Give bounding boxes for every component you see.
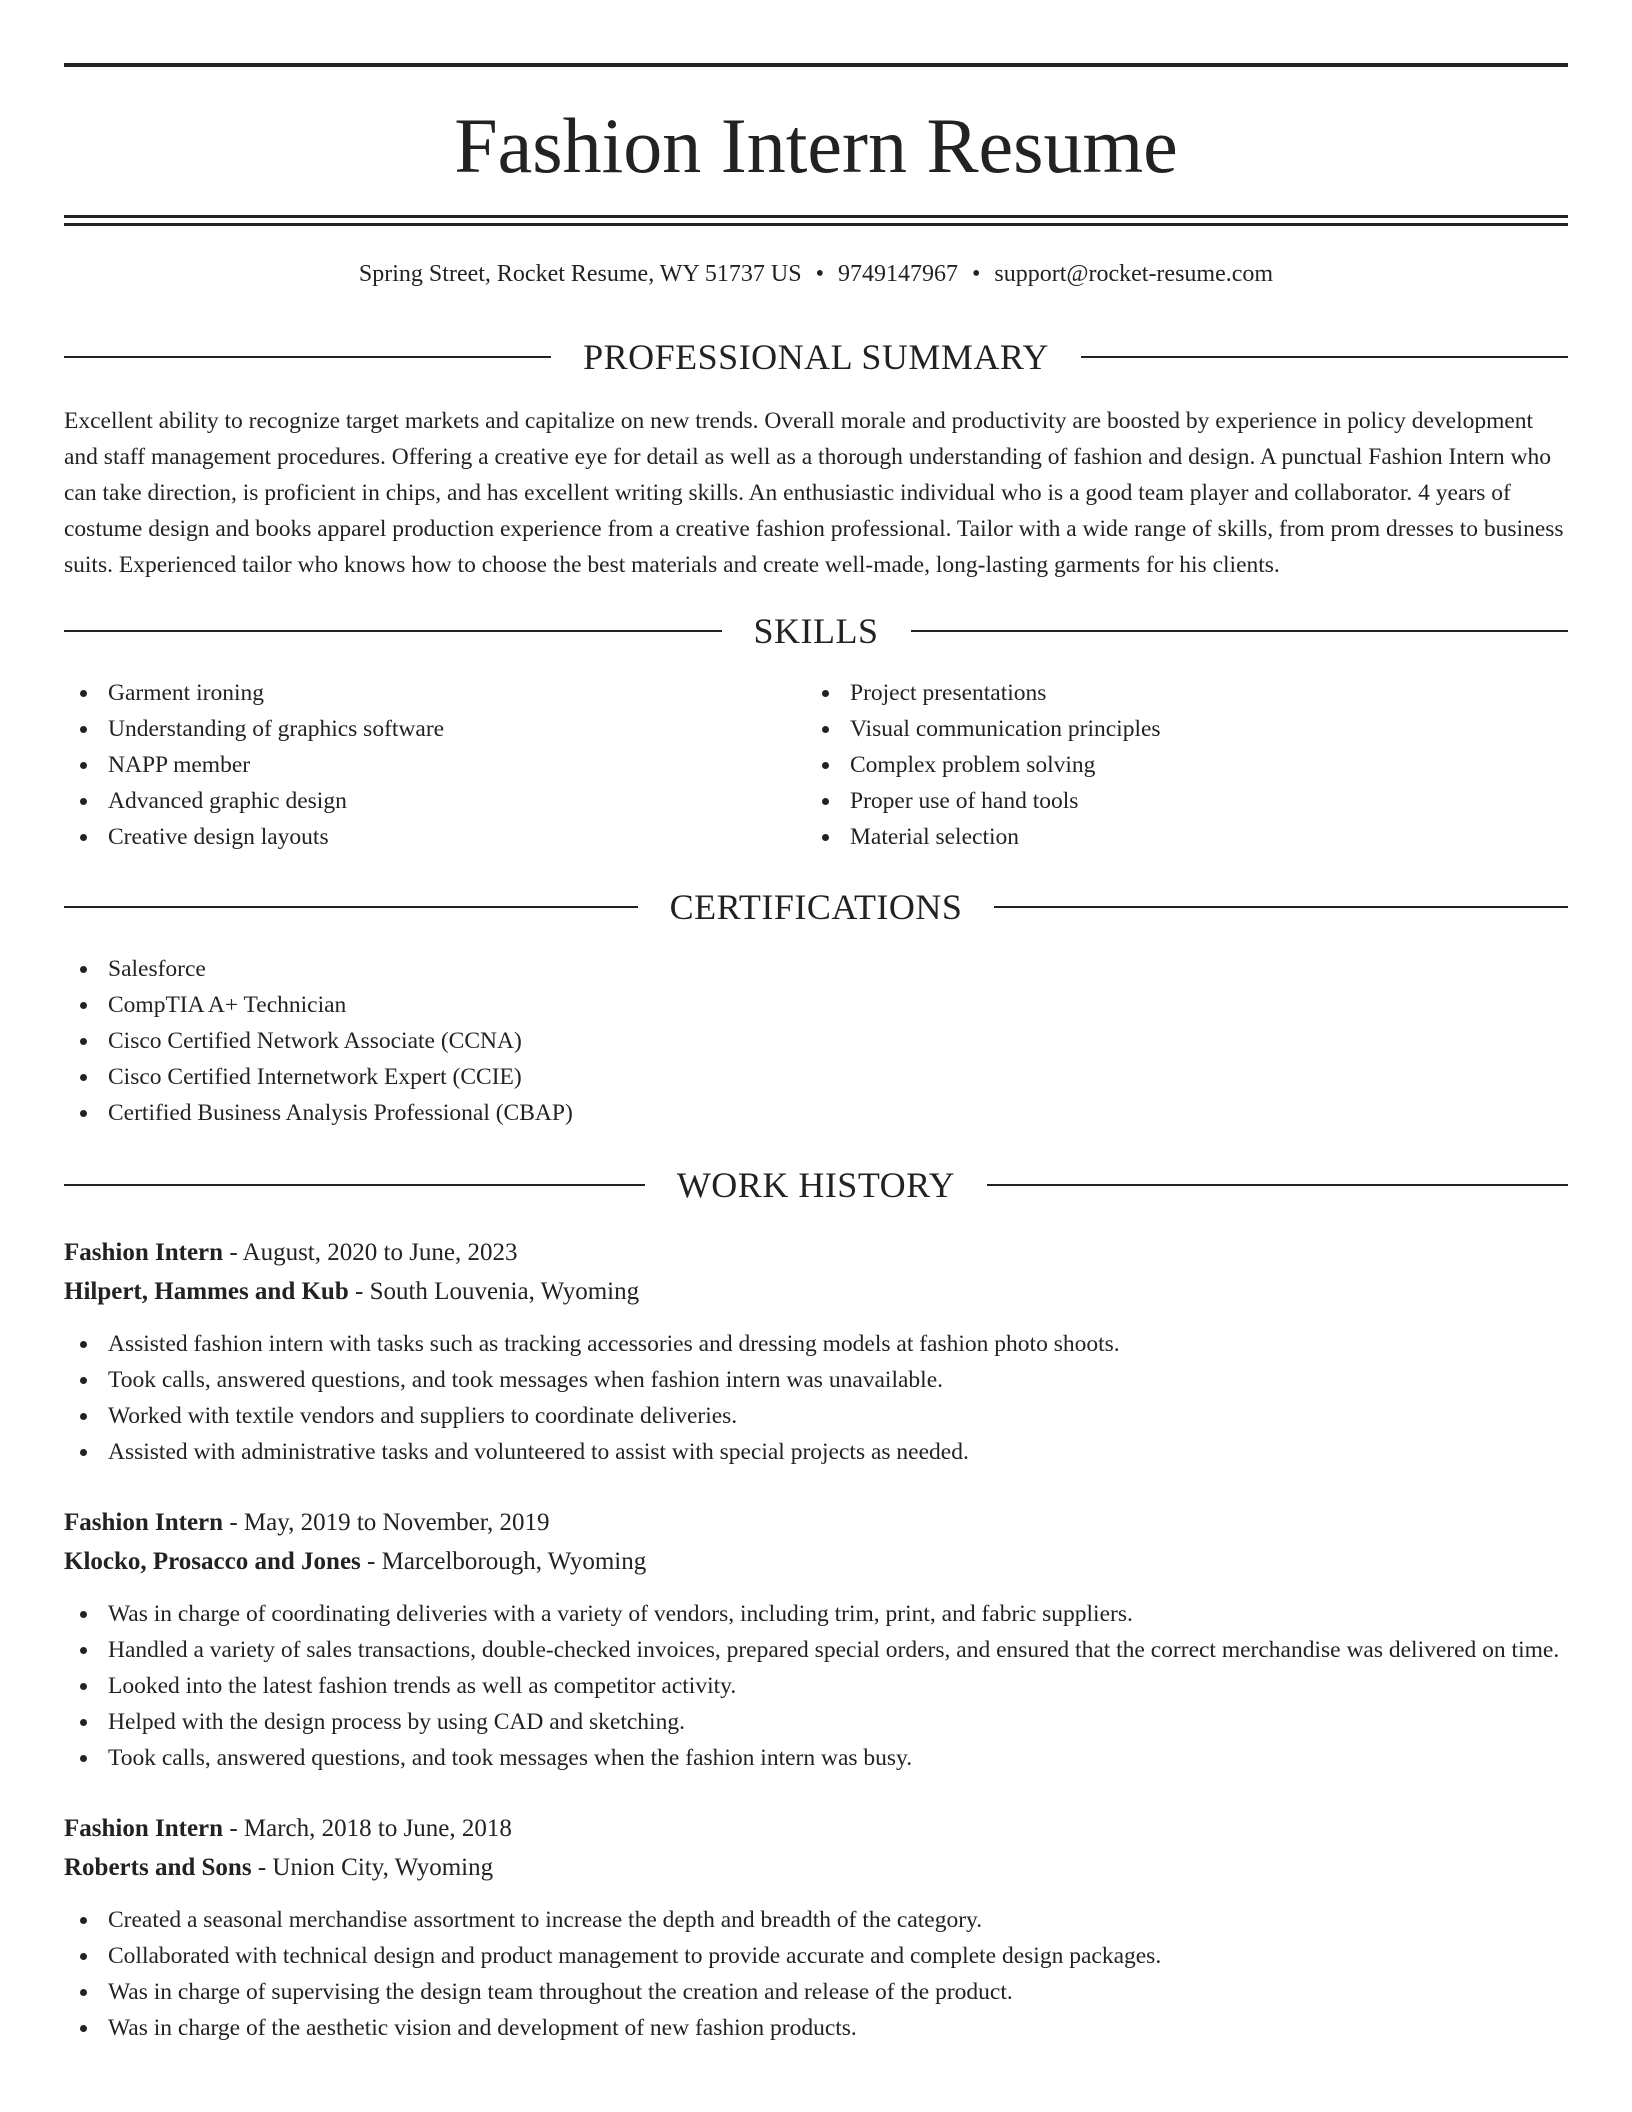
skill-item: NAPP member [64, 747, 806, 783]
job-entry [64, 1809, 1568, 2046]
contact-email: support@rocket-resume.com [994, 261, 1274, 287]
job-duty-item: Handled a variety of sales transactions, double-checked invoices, prepared special orders, and ensured that the correct merchandise was delivered on time. [64, 1632, 1568, 1668]
job-dates: March, 2018 to June, 2018 [243, 1815, 512, 1842]
heading-rule-right [994, 906, 1568, 908]
job-duty-item: Took calls, answered questions, and took messages when fashion intern was unavailable. [64, 1362, 1568, 1398]
skill-item: Material selection [806, 819, 1548, 855]
summary-text: Excellent ability to recognize target markets and capitalize on new trends. Overall morale and productivity are boosted by experience in policy development and staff management procedures. Offering a creative eye for detail as well as a thorough understanding of fashion and design. A punctual Fashion Intern who can take direction, is proficient in chips, and has excellent writing skills. An enthusiastic individual who is a good team player and collaborator. 4 years of costume design and books apparel production experience from a creative fashion professional. Tailor with a wide range of skills, from prom dresses to business suits. Experienced tailor who knows how to choose the best materials and create well-made, long-lasting garments for his clients. [64, 408, 1564, 578]
dash: - [251, 1854, 273, 1881]
job-title-line [64, 1233, 1568, 1272]
skill-item: Proper use of hand tools [806, 783, 1548, 819]
skill-item: Understanding of graphics software [64, 711, 806, 747]
certifications-heading-label: CERTIFICATIONS [669, 887, 963, 927]
skills-column-left [64, 675, 806, 855]
dash: - [223, 1815, 244, 1842]
job-duties [64, 1596, 1568, 1776]
job-title: Fashion Intern [64, 1815, 224, 1842]
summary-heading [64, 339, 1568, 375]
contact-address: Spring Street, Rocket Resume, WY 51737 US [358, 261, 802, 287]
contact-line [64, 262, 1568, 286]
job-company-line [64, 1272, 1568, 1311]
job-duty-item: Created a seasonal merchandise assortment to increase the depth and breadth of the category. [64, 1902, 1568, 1938]
skills-list [64, 675, 1568, 855]
dash: - [348, 1278, 370, 1305]
certification-item: Cisco Certified Network Associate (CCNA) [64, 1023, 1568, 1059]
job-duty-item: Collaborated with technical design and product management to provide accurate and complete design packages. [64, 1938, 1568, 1974]
certifications-heading [64, 889, 1568, 925]
job-company-line [64, 1848, 1568, 1887]
dash: - [223, 1509, 244, 1536]
certification-item: CompTIA A+ Technician [64, 987, 1568, 1023]
job-location: South Louvenia, Wyoming [369, 1278, 640, 1305]
heading-rule-right [1081, 356, 1568, 358]
job-title: Fashion Intern [64, 1509, 224, 1536]
skill-item: Visual communication principles [806, 711, 1548, 747]
job-duty-item: Worked with textile vendors and suppliers to coordinate deliveries. [64, 1398, 1568, 1434]
job-duty-item: Assisted with administrative tasks and volunteered to assist with special projects as needed. [64, 1434, 1568, 1470]
certification-item: Salesforce [64, 951, 1568, 987]
job-duty-item: Looked into the latest fashion trends as well as competitor activity. [64, 1668, 1568, 1704]
job-duty-item: Assisted fashion intern with tasks such as tracking accessories and dressing models at fashion photo shoots. [64, 1326, 1568, 1362]
title-double-rule [64, 215, 1568, 226]
heading-rule-left [64, 906, 638, 908]
heading-rule-left [64, 356, 551, 358]
certification-item: Certified Business Analysis Professional (CBAP) [64, 1095, 1568, 1131]
job-title-line [64, 1503, 1568, 1542]
skill-item: Complex problem solving [806, 747, 1548, 783]
skill-item: Advanced graphic design [64, 783, 806, 819]
job-entry [64, 1503, 1568, 1776]
skills-column-right [806, 675, 1548, 855]
heading-rule-right [987, 1184, 1568, 1186]
job-company: Hilpert, Hammes and Kub [64, 1278, 349, 1305]
work-heading-label: WORK HISTORY [676, 1165, 956, 1205]
top-rule [64, 63, 1568, 67]
heading-rule-left [64, 1184, 645, 1186]
job-company-line [64, 1542, 1568, 1581]
job-duties [64, 1326, 1568, 1470]
dash: - [223, 1239, 243, 1266]
work-heading [64, 1167, 1568, 1203]
certification-item: Cisco Certified Internetwork Expert (CCIE) [64, 1059, 1568, 1095]
skill-item: Creative design layouts [64, 819, 806, 855]
job-dates: May, 2019 to November, 2019 [243, 1509, 550, 1536]
contact-separator: • [815, 261, 824, 287]
job-duties [64, 1902, 1568, 2046]
job-location: Union City, Wyoming [272, 1854, 494, 1881]
job-duty-item: Was in charge of coordinating deliveries with a variety of vendors, including trim, print, and fabric suppliers. [64, 1596, 1568, 1632]
skill-item: Garment ironing [64, 675, 806, 711]
job-duty-item: Helped with the design process by using CAD and sketching. [64, 1704, 1568, 1740]
heading-rule-left [64, 630, 722, 632]
job-location: Marcelborough, Wyoming [381, 1548, 647, 1575]
certifications-list [64, 951, 1568, 1131]
skills-heading [64, 613, 1568, 649]
job-duty-item: Was in charge of the aesthetic vision and development of new fashion products. [64, 2010, 1568, 2046]
job-entry [64, 1233, 1568, 1470]
skill-item: Project presentations [806, 675, 1548, 711]
summary-heading-label: PROFESSIONAL SUMMARY [583, 337, 1049, 377]
contact-phone: 9749147967 [837, 261, 958, 287]
job-company: Roberts and Sons [64, 1854, 252, 1881]
job-title: Fashion Intern [64, 1239, 224, 1266]
job-dates: August, 2020 to June, 2023 [242, 1239, 518, 1266]
job-company: Klocko, Prosacco and Jones [64, 1548, 361, 1575]
job-duty-item: Was in charge of supervising the design team throughout the creation and release of the product. [64, 1974, 1568, 2010]
dash: - [360, 1548, 382, 1575]
heading-rule-right [911, 630, 1569, 632]
job-title-line [64, 1809, 1568, 1848]
resume-title: Fashion Intern Resume [454, 102, 1178, 189]
skills-heading-label: SKILLS [753, 611, 879, 651]
resume-page [64, 0, 1568, 2046]
job-duty-item: Took calls, answered questions, and took messages when the fashion intern was busy. [64, 1740, 1568, 1776]
contact-separator: • [971, 261, 981, 287]
